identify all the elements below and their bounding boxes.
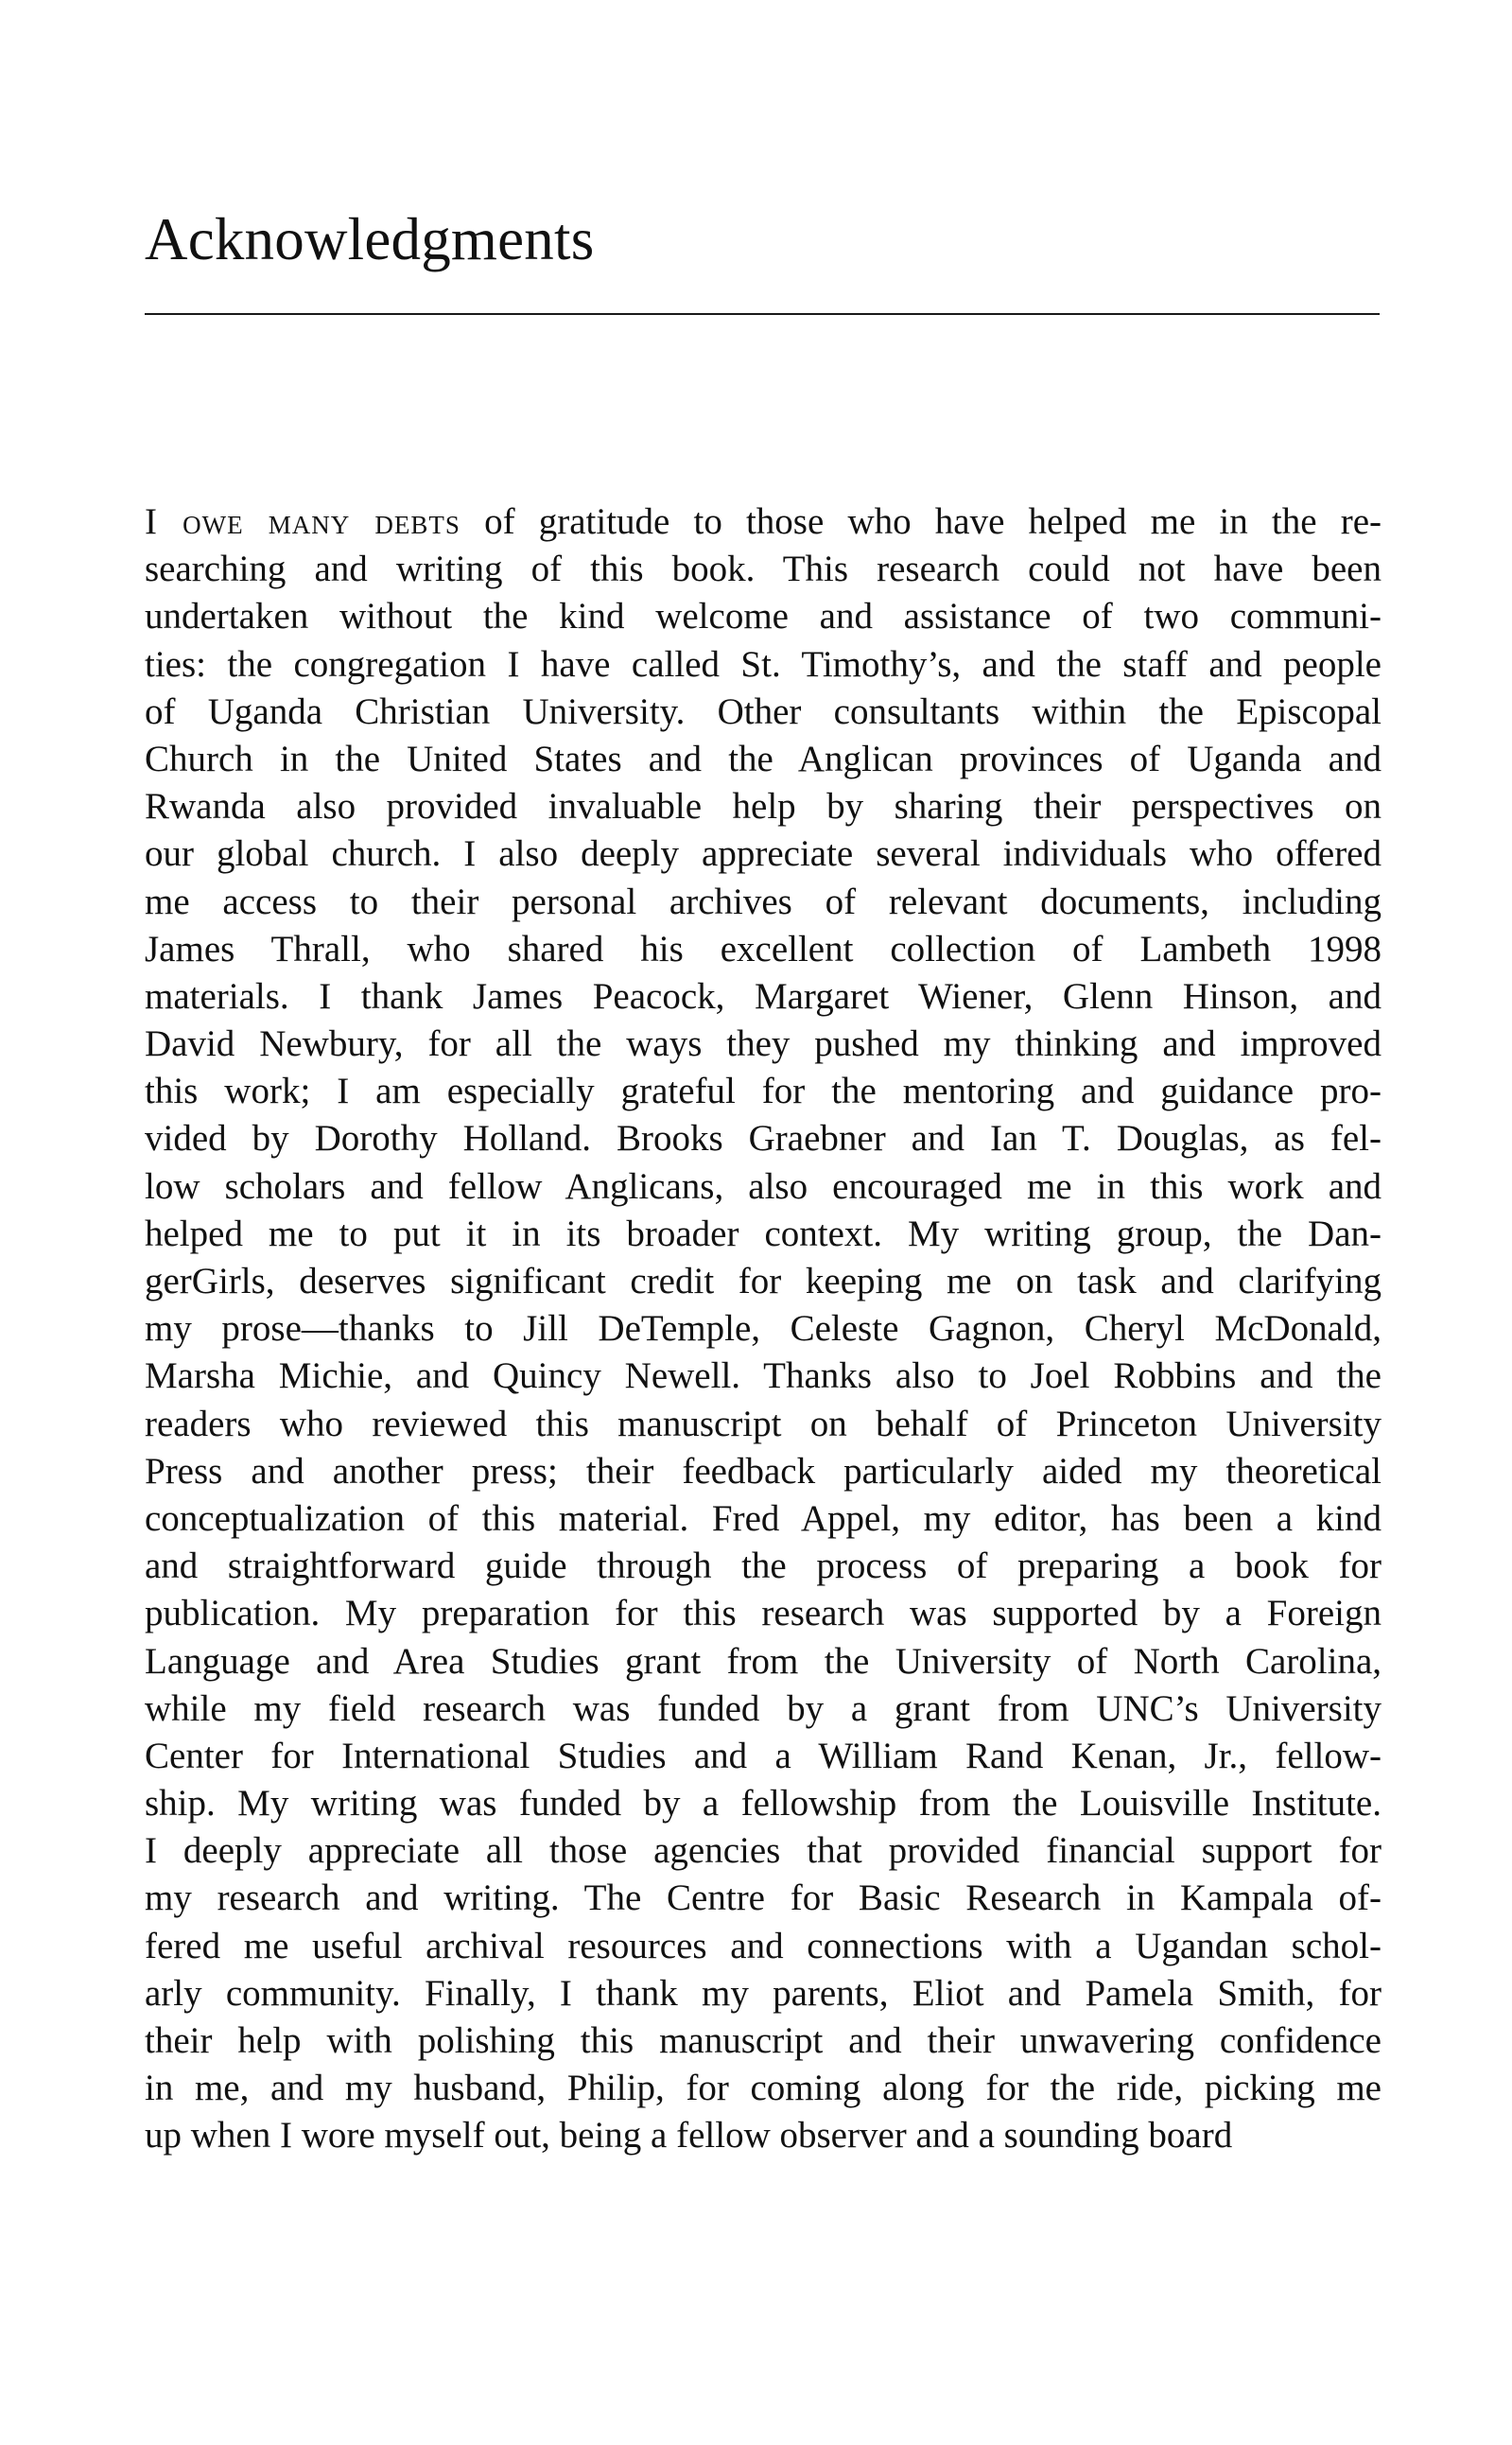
paragraph-line: fered me useful archival resources and connections with a Ugandan schol- bbox=[145, 1925, 1382, 1966]
paragraph-line: helped me to put it in its broader context. My writing group, the Dan- bbox=[145, 1213, 1382, 1254]
paragraph-line: undertaken without the kind welcome and assistance of two communi- bbox=[145, 596, 1382, 637]
first-line-text: of gratitude to those who have helped me in the re- bbox=[460, 501, 1382, 542]
paragraph-line: and straightforward guide through the process of preparing a book for bbox=[145, 1546, 1382, 1587]
paragraph-line: Press and another press; their feedback particularly aided my theoretical bbox=[145, 1450, 1382, 1492]
paragraph-line: while my field research was funded by a grant from UNC’s University bbox=[145, 1687, 1382, 1729]
paragraph-line: I deeply appreciate all those agencies that provided financial support for bbox=[145, 1830, 1382, 1872]
opening-small-caps: I owe many debts bbox=[145, 501, 461, 542]
paragraph-line: Marsha Michie, and Quincy Newell. Thanks also to Joel Robbins and the bbox=[145, 1355, 1382, 1397]
paragraph-line: searching and writing of this book. This research could not have been bbox=[145, 549, 1382, 590]
paragraph-line: Church in the United States and the Anglican provinces of Uganda and bbox=[145, 738, 1382, 779]
paragraph-line: low scholars and fellow Anglicans, also encouraged me in this work and bbox=[145, 1165, 1382, 1207]
paragraph-line: conceptualization of this material. Fred Appel, my editor, has been a kind bbox=[145, 1497, 1382, 1539]
paragraph-line: publication. My preparation for this research was supported by a Foreign bbox=[145, 1593, 1382, 1634]
acknowledgments-paragraph bbox=[145, 498, 1382, 2160]
paragraph-line: in me, and my husband, Philip, for coming along for the ride, picking me bbox=[145, 2068, 1382, 2109]
paragraph-line: my prose—thanks to Jill DeTemple, Celeste Gagnon, Cheryl McDonald, bbox=[145, 1308, 1382, 1350]
title-rule bbox=[145, 313, 1380, 315]
paragraph-line: materials. I thank James Peacock, Margaret Wiener, Glenn Hinson, and bbox=[145, 975, 1382, 1017]
paragraph-line: of Uganda Christian University. Other consultants within the Episcopal bbox=[145, 690, 1382, 732]
paragraph-line: me access to their personal archives of relevant documents, including bbox=[145, 881, 1382, 922]
paragraph-line: ship. My writing was funded by a fellowship from the Louisville Institute. bbox=[145, 1783, 1382, 1825]
paragraph-line: my research and writing. The Centre for Basic Research in Kampala of- bbox=[145, 1877, 1382, 1919]
paragraph-line: ties: the congregation I have called St. Timothy’s, and the staff and people bbox=[145, 643, 1382, 685]
paragraph-line: their help with polishing this manuscript and their unwavering confidence bbox=[145, 2020, 1382, 2061]
paragraph-line: Language and Area Studies grant from the University of North Carolina, bbox=[145, 1640, 1382, 1682]
paragraph-line: David Newbury, for all the ways they pushed my thinking and improved bbox=[145, 1023, 1382, 1065]
page-title: Acknowledgments bbox=[145, 206, 595, 272]
paragraph-line: our global church. I also deeply appreciate several individuals who offered bbox=[145, 833, 1382, 875]
paragraph-line: Rwanda also provided invaluable help by sharing their perspectives on bbox=[145, 786, 1382, 828]
paragraph-line: readers who reviewed this manuscript on behalf of Princeton University bbox=[145, 1403, 1382, 1444]
paragraph-line: arly community. Finally, I thank my parents, Eliot and Pamela Smith, for bbox=[145, 1972, 1382, 2014]
paragraph-line: gerGirls, deserves significant credit for keeping me on task and clarifying bbox=[145, 1261, 1382, 1301]
paragraph-line: this work; I am especially grateful for the mentoring and guidance pro- bbox=[145, 1071, 1382, 1112]
paragraph-line: up when I wore myself out, being a fellow observer and a sounding board bbox=[145, 2115, 1233, 2157]
paragraph-line bbox=[145, 498, 1382, 546]
page bbox=[145, 0, 1382, 2445]
paragraph-line: Center for International Studies and a William Rand Kenan, Jr., fellow- bbox=[145, 1735, 1382, 1776]
paragraph-line: James Thrall, who shared his excellent collection of Lambeth 1998 bbox=[145, 928, 1382, 969]
paragraph-line: vided by Dorothy Holland. Brooks Graebner and Ian T. Douglas, as fel- bbox=[145, 1118, 1382, 1160]
